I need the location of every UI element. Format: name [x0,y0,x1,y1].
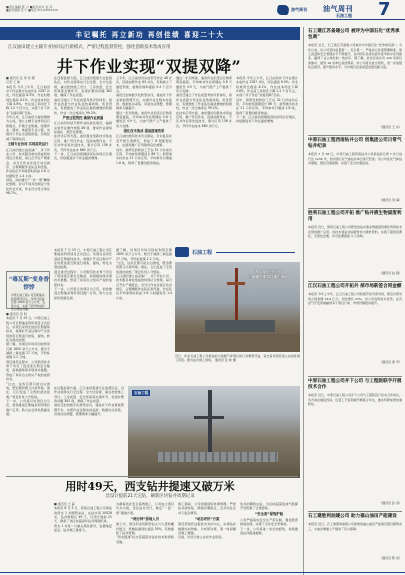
sidebar-divider [308,281,402,282]
story1-paragraph: 江汉油田组织技术攻关团队，针对复杂井况开展专项研究，形成了 8 项配套技术，在现场推广应用取得良好效果。 [116,134,172,148]
sidebar-news-item [308,29,402,133]
left-story-paragraph: 据了解，该项目年均可回收利用瓦斯 1800 余万立方米，相当于减排二氧化碳 27 万吨，节约标准煤 2.2 万吨。 [6,342,50,360]
story1-headline: 井下作业实现“双提双降” [56,57,242,76]
story2-column-1 [54,502,112,570]
sidebar-divider [308,135,402,136]
middle-story-paragraph: 在过程监督方面，江汉油田组建专业监督队伍，对作业现场实行全过程、全方位监督，重点把控施工设计、工序质量、安全环保等关键环节，发现并整改问题 362 项，确保了作业质量。 [54,386,124,404]
story2-paragraph: 下一步，公司将进一步总结经验，持续推进钻井提速提效。 [240,526,298,536]
sidebar-news-correspondent: （通讯员 陈 亮） [379,556,402,561]
sidebar-news-correspondent: （通讯员 王 东） [379,125,402,130]
story1-paragraph: 油田还建立了作业质量考核评价体系，将作业质量与作业队伍结算挂钩，奖优罚劣，有效激发了作业队伍提质增效的积极性，作业一次合格率达 99.2%。 [54,97,112,115]
story1-column-4 [176,76,232,244]
story1-subhead: 强化技术集成 提高措施效果 [123,129,165,134]
story1-column-1 [6,76,50,266]
sidebar-news-item [308,138,402,206]
slogan-banner [0,27,300,40]
story1-paragraph: 下一步，江汉油田将继续深化协同运行模式，持续推进井下作业提质增效。 [54,151,112,161]
sidebar-news-body: 本报讯 近日，中原石油工程公司井下公司与工程院签订技术合作协议，双方将在储层改造、压裂工艺等领域开展联合攻关，推动科研成果快速转化。 [308,393,402,406]
rig-tower-shape [208,390,212,452]
sinopec-logo-icon [276,5,290,15]
story1-column-2 [54,76,112,244]
story2-column-4 [240,502,298,570]
sidebar-news-correspondent: （通讯员 刘 海） [379,198,402,203]
editor-meta-line1: ■责任编辑 陈 川 ■责任校对 赵 萍 [6,5,53,9]
story1-paragraph: 在过程监督方面，江汉油田组建专业监督队伍，对作业现场实行全过程、全方位监督，重点把控施工设计、工序质量、安全环保等关键环节，发现并整改问题 362 项，确保了作业质量。 [54,76,112,98]
page-number: 7 [378,0,391,20]
story2-paragraph: 公司严格落实安全生产责任制，强化隐患排查治理，实现了全井安全零事故。 [240,518,298,527]
story2-inline-title: “动态评价”方案 [194,516,220,521]
story2-paragraph: 施工中，项目部采用新型钻头与大扭矩螺杆组合，机械钻速同比提高 35%，有效缩短了钻井周期。 [116,522,174,536]
sidebar-news-body: 本报讯 7 月 28 日，中原石油工程西南钻井公司承钻的元坝 7 井日进尺达 1236 米，创中国石化气体钻井单日进尺纪录。该公司优化气体钻井参数，强化设备保障，实现了安全快速钻进。 [308,152,402,165]
sidebar-news-title: 中原石油工程西南钻井公司 创集团公司日常气钻井纪录 [308,138,402,150]
brand-logo [277,4,317,16]
story1-paragraph: 同时，油田推行“一井一策”精细化管理，针对不同井况制定个性化作业方案，作业设计符合率达 98.7%。 [6,177,50,195]
rig-yard-photo [128,386,300,478]
story1-paragraph: 通过一系列举措，油田作业系统运行效率明显提高，平均单井作业周期由 5.8 天缩短至 4.9 天，为油气稳产上产提供了有力支撑。 [176,76,232,94]
sidebar-news-body: 本报讯 近日，胜利石油工程公司研发的钻井液生物固废资源化利用技术在现场推广应用。该技术将钻井固废转化为建材原料，实现了固废资源化、无害化处理，年可处理固废 3 万余吨。 [308,225,402,238]
page-bottom-rule [0,572,405,573]
rig-deck-shape [205,320,275,332]
story2-headline: 用时49天，西支钻井提速又破万米 [65,480,235,493]
page-header [0,0,405,20]
middle-story-paragraph: 项目建设过程中，公司组织技术骨干攻克了低浓度瓦斯安全输送、高效提纯等多项技术难题，形成了具有自主知识产权的成套技术。 [54,269,112,287]
derrick-crossbar-shape [227,282,245,285]
middle-story-paragraph: 据了解，该项目年均可回收利用瓦斯 1800 余万立方米，相当于减排二氧化碳 27 万吨，节约标准煤 2.2 万吨。 [116,248,172,261]
sidebar-news-correspondent: （通讯员 赵 强） [379,271,402,276]
left-story-byline: ■ 通讯员 李 明 [6,312,27,316]
middle-story-paragraph: 江汉油田建立由采油厂、井下作业公司、技术服务单位组成的协同运行机制，每日召开生产调度会，对当日作业井进行动态排序，合理调配作业队伍和设备，作业队伍平均等停时间由 2.6 小时缩短至 1.4 小时。 [116,274,172,300]
story1-paragraph: 本报讯 今年上半年，江汉油田井下作业累计完成作业 1287 井次，同比提高 6.3%；作业时效同比提高 8.1%，作业成本同比下降 4.6%，作业返工率同比下降 1.2 个百分点，实现了井下作业“双提双降”目标。 [6,84,50,115]
left-story-paragraph: “过去，这些瓦斯只能白白排放，既浪费资源又污染环境。现在，它们变成了宝贵的清洁能源。”项目负责人介绍说。 [6,381,50,399]
story1-paragraph: 油田还加快数字化转型步伐，建成井下作业智能管理平台，实现作业过程实时监控、数据自动采集、异常自动预警，管理效率大幅提升。 [116,93,172,111]
news-sidebar [303,27,405,575]
pipe-rack-shape [158,452,278,462]
story2-paragraph: 为确保该井安全高效施工，公司成立项目攻关小组，优化钻井设计，制定“一层一策”提速方案。 [116,502,174,515]
story1-kicker: 江汉油田建立主辅专业协同运行新模式，严密过程监督管控，强化创新技术集成应用 [8,45,171,50]
sidebar-news-correspondent: （通讯员 周 平） [379,360,402,365]
story1-paragraph: 江汉油田建立由采油厂、井下作业公司、技术服务单位组成的协同运行机制，每日召开生产调度会，对当日作业井进行动态排序，合理调配作业队伍和设备，作业队伍平均等停时间由 2.6 小时缩短至 1.4 小时。 [6,147,50,178]
story1-byline-2: 记者 王 健 [6,80,20,85]
middle-story-paragraph: 下一步，公司将以该项目为示范，加快推进瓦斯抽采利用项目推广应用，助力企业绿色低碳发展。 [54,287,112,300]
sidebar-news-item [308,379,402,509]
left-story-column [6,312,50,568]
story1-paragraph: 其中，新研发的防砂工艺在 32 口井成功应用，平均检泵周期延长 86 天；新型堵水技术在 21 口井应用，平均单井日增油 1.6 吨，取得了显著的经济效益。 [236,97,298,115]
photo-overlay-caption: 华东油气分公司 川南储气库项目施工现场 [248,270,288,279]
story1-subhead: 严密过程管控 确保作业质量 [62,116,104,121]
left-story-paragraph: 本报讯 7 月 25 日，中原石油工程公司瓦斯抽采利用项目正式投运。该项目采用先进的瓦斯提纯技术，将煤矿开采过程中产生的低浓度瓦斯进行收集、提纯，转化为清洁能源。 [6,316,50,343]
story2-paragraph: 西支 1 井是一口重点风险探井，钻遇地层复杂，钻井施工难度大。 [54,523,112,533]
middle-story-paragraph: 本报讯 7 月 25 日，中原石油工程公司瓦斯抽采利用项目正式投运。该项目采用先进的瓦斯提纯技术，将煤矿开采过程中产生的低浓度瓦斯进行收集、提纯，转化为清洁能源。 [54,248,112,270]
story1-paragraph: 上半年，江汉油田共完成带压作业 48 井次，连续油管作业 63 井次，有效减少了储层伤害，措施有效率提高 5.4 个百分点。 [116,76,172,94]
editor-meta [6,6,58,13]
sidebar-news-item [308,211,402,279]
story2-paragraph: “西支提速”标志着超深井钻井技术取得新突破。 [116,535,174,544]
masthead-title: 油气周刊 [323,5,353,13]
story1-paragraph: 江汉油田持续开展作业标准化建设，编制完善作业操作规程 46 项，推动作业现场标准化、规范化管理。 [54,121,112,135]
left-story-paragraph: 下一步，公司将以该项目为示范，加快推进瓦斯抽采利用项目推广应用，助力企业绿色低碳发展。 [6,398,50,416]
story1-column-3 [116,76,172,244]
feature-box-headline: “毒瓦斯”变身香饽饽 [9,277,49,291]
story1-paragraph: 本报讯 今年上半年，江汉油田井下作业累计完成作业 1287 井次，同比提高 6.3%；作业时效同比提高 8.1%，作业成本同比下降 4.6%，作业返工率同比下降 1.2 个百分点，实现了井下作业“双提双降”目标。 [236,76,298,98]
sinopec-mark-icon [175,247,189,257]
story1-paragraph: 其中，新研发的防砂工艺在 32 口井成功应用，平均检泵周期延长 86 天；新型堵水技术在 21 口井应用，平均单井日增油 1.6 吨，取得了显著的经济效益。 [116,147,172,165]
middle-story-column-2 [116,248,172,383]
feature-box [6,271,50,312]
sidebar-news-item [308,284,402,374]
drilling-site-photo [175,262,300,352]
sidebar-news-body: 本报讯 近日，石工建胜利油建公司承建的福山油田产能建设项目顺利完工，为油田增储上产提供了有力保障。 [308,522,402,531]
story1-paragraph: 今年以来，江汉油田以提质增效为主线，建立主辅专业协同运行新模式，打破专业壁垒，统筹作业、测试、地面等专业力量，实现井下作业全流程衔接，有效压减了等停时间。 [6,115,50,141]
story2-inline-title: “两分钟”原地入井 [130,516,160,521]
photo-stamp: 石油工程 [134,391,149,395]
middle-story-paragraph: 油田还加快数字化转型步伐，建成井下作业智能管理平台，实现作业过程实时监控、数据自动采集、异常自动预警，管理效率大幅提升。 [54,403,124,417]
section-tag-label: 石油工程 [192,249,213,256]
middle-story-paragraph: “过去，这些瓦斯只能白白排放，既浪费资源又污染环境。现在，它们变成了宝贵的清洁能源。”项目负责人介绍说。 [116,261,172,274]
sidebar-news-title: 石工建江苏备建公司 被评为中国石化“优秀承包商” [308,29,400,41]
story1-paragraph: 油田还建立了作业质量考核评价体系，将作业质量与作业队伍结算挂钩，奖优罚劣，有效激发了作业队伍提质增效的积极性，作业一次合格率达 99.2%。 [176,93,232,111]
story1-paragraph: 下一步，江汉油田将继续深化协同运行模式，持续推进井下作业提质增效。 [236,115,298,124]
story1-paragraph: 在技术应用方面，油田强化创新技术集成应用，推广带压作业、连续油管作业、不压井作业等先进技术，累计应用 156 井次，节约作业成本 860 余万元。 [176,110,232,128]
sidebar-divider [308,208,402,209]
sidebar-news-title: 中原石油工程公司井下公司 与工程院联手开展技术合作 [308,379,402,391]
slogan-text: 丰记嘱托 再立新功 再创佳绩 喜迎二十大 [75,30,225,39]
brand-name: 油气周刊 [291,7,307,12]
sidebar-news-body: 本报讯 近日，石工建江苏备建公司被评为中国石化“优秀承包商”。今年以来，该公司坚持质量第一、安全第一，严格执行各项管理制度，施工质量和安全管理水平不断提升，在中国石化承包商年度考核中名列前茅，赢得了业主单位的一致好评。据了解，此次评选共有 120 家承包商参评，最终 18 家单位获此殊荣。该公司将以此为契机，进一步加强队伍建设，提升服务水平，为中国石化高质量发展贡献力量。 [308,43,402,69]
middle-story-column-3 [54,386,124,474]
story2-top-rule [6,476,298,477]
story1-subhead: 主辅专业协同 实现高效运行 [7,142,49,147]
story2-column-3 [178,502,236,570]
rig-arm-shape [194,416,224,419]
photo1-caption: 近日，华东石油工程公司承钻的川南储气库项目首口井顺利开钻，标志着该项目进入实质性施工阶段。图为钻井施工现场。 通讯员 张 林 摄 [175,354,300,363]
sidebar-news-title: 江汉石油工程公司开拓外 部市场新签合同金额 [308,284,402,289]
story1-byline: ■ 通讯员 张 琦 李 娜 [6,76,35,80]
story2-paragraph: 本报讯 8 月 3 日，西南石油工程公司承钻的西支 1 井顺利完钻，完钻井深 10028 米，钻井周期仅 49 天，比设计提前 21 天，刷新了该区块超深井钻井周期纪录。 [54,506,112,524]
editor-meta-line2: ■美术编辑 张 宁 ■电话 010-64523456 [6,8,58,13]
sidebar-divider [308,511,402,512]
sidebar-news-title: 石工建胜利油建公司 助力福山油田产能建设 [308,514,397,519]
section-tag-rule [216,252,295,253]
story2-paragraph: 施工期间，公司加强现场协调管理，严控钻井液性能，确保井眼稳定，全井未发生井下复杂情况。 [178,502,236,515]
story1-paragraph: 通过一系列举措，油田作业系统运行效率明显提高，平均单井作业周期由 5.8 天缩短至 4.9 天，为油气稳产上产提供了有力支撑。 [116,110,172,128]
story2-inline-title: “安全套”保驾护航 [254,512,284,517]
sidebar-news-title: 胜利石油工程公司开拓 推广钻井液生物固废利用 [308,211,402,223]
story1-paragraph: 在技术应用方面，油田强化创新技术集成应用，推广带压作业、连续油管作业、不压井作业等先进技术，累计应用 156 井次，节约作业成本 860 余万元。 [54,134,112,152]
section-name: 石油工程 [336,13,352,18]
story2-paragraph: 目前，该井已转入完井作业阶段。 [178,535,225,540]
ground-shape [175,334,300,352]
story1-column-5 [236,76,298,244]
story2-paragraph: 项目部依托远程技术支持中心，实现钻井数据实时传输、分析和决策，第一时间解决施工难题。 [178,522,236,536]
story2-byline: ■ 通讯员 王 磊 [54,502,75,506]
sidebar-news-item [308,514,402,572]
story2-column-2 [116,502,174,570]
middle-story-column-1 [54,248,112,383]
feature-box-summary: 中原石油工程公司瓦斯抽采利用项目投运，年均可回收瓦斯 1800 余万立方米，变废为宝，实现了经济效益和生态效益双赢。 [11,293,46,312]
derrick-shape [235,268,238,328]
sidebar-news-body: 本报讯 今年上半年，江汉石油工程公司积极开拓外部市场，新签外部市场合同金额 18.6 亿元，同比增长 23%。该公司发挥技术优势，在页岩气开发领域赢得多个项目订单，市场份额稳步提升。 [308,292,402,305]
sidebar-divider [308,376,402,377]
story2-subhead: 比设计提前21天完钻，刷新区块钻井周期记录 [105,494,195,499]
left-story-paragraph: 项目建设过程中，公司组织技术骨干攻克了低浓度瓦斯安全输送、高效提纯等多项技术难题，形成了具有自主知识产权的成套技术。 [6,359,50,382]
section-tag-bar [175,246,295,258]
story2-paragraph: 该井的顺利完钻，为区块超深层油气勘探开发积累了宝贵经验。 [240,502,298,511]
sidebar-news-correspondent: （通讯员 孙 涛） [379,501,402,506]
